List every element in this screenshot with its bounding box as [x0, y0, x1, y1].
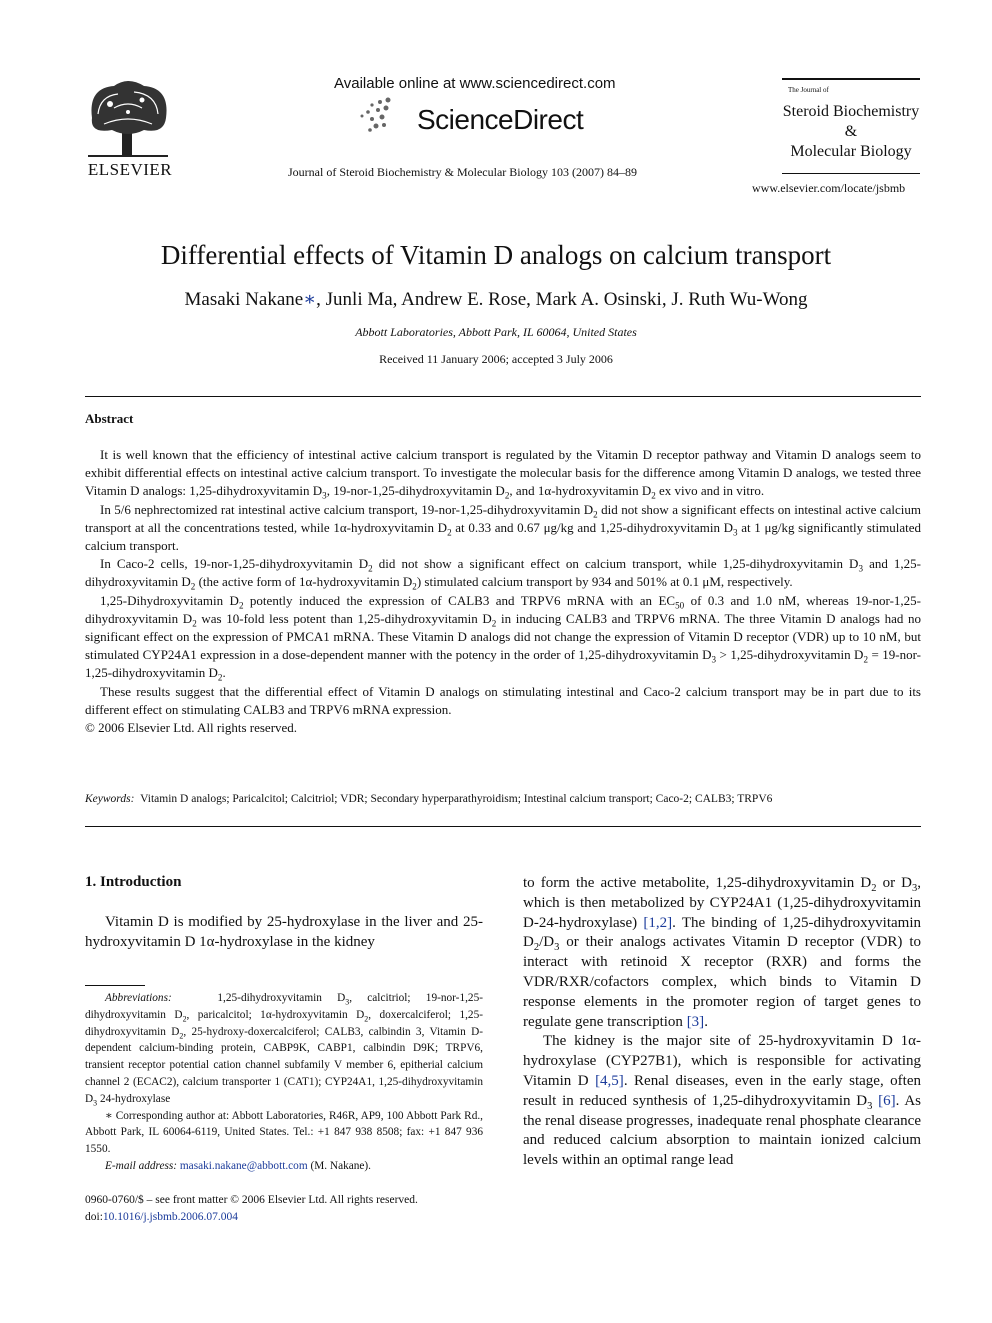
divider — [85, 396, 921, 397]
available-online-text: Available online at www.sciencedirect.com — [334, 75, 616, 92]
journal-url[interactable]: www.elsevier.com/locate/jsbmb — [752, 181, 906, 195]
publisher-name: ELSEVIER — [87, 160, 173, 179]
abstract-heading: Abstract — [85, 411, 134, 426]
other-authors: , Junli Ma, Andrew E. Rose, Mark A. Osinski, J. Ruth Wu-Wong — [316, 289, 808, 310]
journal-logo-line-3: Molecular Biology — [790, 143, 912, 160]
author-list — [0, 288, 992, 311]
email-label: E-mail address: — [105, 1159, 178, 1172]
citation-link[interactable]: [1,2] — [643, 914, 673, 931]
footnote-rule — [85, 985, 145, 986]
abstract-paragraph: 1,25-Dihydroxyvitamin $D_2$ potently induced the expression of CALB3 and TRPV6 mRNA with an $EC_{50}$ of 0.3 and 1.0 nM, whereas 19-nor-1,25-dihydroxyvitamin $D_2$ was 10-fold less potent than 1,25-dihydroxyvitamin $D_2$ in inducing CALB3 and TRPV6 mRNA. The three Vitamin D analogs had no significant effect on the expression of PMCA1 mRNA. These Vitamin D analogs did not change the expression of Vitamin D receptor (VDR) up to 10 nM, but stimulated CYP24A1 expression in a dose-dependent manner with the potency in the order of 1,25-dihydroxyvitamin $D_3$ > 1,25-dihydroxyvitamin $D_2$ = 19-nor-1,25-dihydroxyvitamin $D_2$. — [85, 592, 922, 684]
abbreviations-footnote: Abbreviations: 1,25-dihydroxyvitamin $D_3$, calcitriol; 19-nor-1,25-dihydroxyvitamin $D_2$, paricalcitol; 1α-hydroxyvitamin $D_2$, doxercalciferol; 1,25-dihydroxyvitamin $D_2$, 25-hydroxy-doxercalciferol; CALB3, calbindin 3, Vitamin D-dependent calcium-binding protein, CABP9K, CABP1, calbindin D9K; TRPV6, transient receptor potential cation channel subfamily V member 6, epitherial calcium channel 2 (ECAC2), calcium transporter 1 (CAT1); CYP24A1, 1,25-dihydroxyvitamin $D_3$ 24-hydroxylase — [85, 992, 484, 1108]
article-title: Differential effects of Vitamin D analogs on calcium transport — [160, 240, 832, 270]
body-paragraph: Vitamin D is modified by 25-hydroxylase in the liver and 25-hydroxyvitamin D 1α-hydroxylase in the kidney — [85, 914, 483, 950]
affiliation: Abbott Laboratories, Abbott Park, IL 60064, United States — [355, 325, 637, 339]
journal-logo-line-1: Steroid Biochemistry — [782, 103, 920, 120]
journal-logo-line-2: & — [844, 123, 858, 140]
journal-logo-kicker: The Journal of — [788, 86, 829, 94]
journal-logo-top-rule — [782, 78, 920, 80]
abstract-paragraph: In 5/6 nephrectomized rat intestinal active calcium transport, 19-nor-1,25-dihydroxyvitamin $D_2$ did not show a significant effects on intestinal active calcium transport at all the concentrations tested, while 1α-hydroxyvitamin $D_2$ at 0.33 and 0.67 μg/kg and 1,25-dihydroxyvitamin $D_3$ at 1 μg/kg significantly stimulated calcium transport. — [85, 501, 921, 554]
email-footnote — [85, 1158, 483, 1175]
abstract-body — [85, 446, 921, 737]
copyright-line: © 2006 Elsevier Ltd. All rights reserved. — [85, 720, 298, 736]
abstract-paragraph: These results suggest that the differential effect of Vitamin D analogs on stimulating intestinal and Caco-2 calcium transport may be in part due to its different effect on stimulating CALB3 and TRPV6 mRNA expression. — [85, 683, 921, 717]
body-paragraph: to form the active metabolite, 1,25-dihydroxyvitamin $D_2$ or $D_3$, which is then metabolized by CYP24A1 (1,25-dihydroxyvitamin D-24-hydroxylase) [1,2]. The binding of 1,25-dihydroxyvitamin $D_2/D_3$ or their analogs activates Vitamin D receptor (VDR) to interact with retinoid X receptor (RXR) and forms the VDR/RXR/cofactors complex, which binds to Vitamin D response elements in the promoter region of target genes to regulate gene transcription [3]. — [523, 875, 922, 1030]
section-heading: 1. Introduction — [85, 874, 182, 890]
corresponding-author-link[interactable]: ∗ — [303, 289, 317, 310]
abstract-paragraph: In Caco-2 cells, 19-nor-1,25-dihydroxyvitamin $D_2$ did not show a significant effect on calcium transport, while 1,25-dihydroxyvitamin $D_3$ and 1,25-dihydroxyvitamin $D_2$ (the active form of 1α-hydroxyvitamin $D_2$) stimulated calcium transport by 934 and 501% at 0.1 μM, respectively. — [85, 556, 921, 593]
keywords — [85, 793, 921, 805]
doi-line — [85, 1209, 418, 1226]
sciencedirect-wordmark: ScienceDirect — [417, 104, 584, 135]
sciencedirect-dots-icon — [358, 96, 398, 136]
citation-link[interactable]: [6] — [878, 1092, 896, 1109]
footnotes — [85, 990, 483, 1175]
keywords-label: Keywords: — [85, 793, 135, 805]
citation-link[interactable]: [4,5] — [595, 1072, 624, 1089]
right-column — [523, 874, 921, 1171]
doi-label: doi: — [85, 1211, 103, 1223]
body-paragraph: The kidney is the major site of 25-hydroxyvitamin D 1α-hydroxylase (CYP27B1), which is responsible for activating Vitamin D [4,5]. Renal diseases, even in the early stage, often result in reduced synthesis of 1,25-dihydroxyvitamin $D_3$ [6]. As the renal disease progresses, inadequate renal phosphate clearance and reduced calcium absorption to maintain ionized calcium levels within an optimal range lead — [523, 1033, 921, 1169]
front-matter-info — [85, 1192, 418, 1226]
abstract-paragraph: It is well known that the efficiency of intestinal active calcium transport is regulated by the Vitamin D receptor pathway and Vitamin D analogs seem to exhibit differential effects on intestinal active calcium transport. To investigate the molecular basis for the difference among Vitamin D analogs, we tested three Vitamin D analogs: 1,25-dihydroxyvitamin $D_3$, 19-nor-1,25-dihydroxyvitamin $D_2$, and 1α-hydroxyvitamin $D_2$ ex vivo and in vitro. — [85, 447, 921, 501]
elsevier-tree-logo — [84, 78, 172, 158]
corresponding-footnote: ∗ Corresponding author at: Abbott Laboratories, R46R, AP9, 100 Abbott Park Rd., Abbott Park, IL 60064-6119, United States. Tel.: +1 847 938 8508; fax: +1 847 936 1550. — [85, 1109, 483, 1156]
citation-link[interactable]: [3] — [686, 1013, 705, 1030]
issn-line: 0960-0760/$ – see front matter © 2006 Elsevier Ltd. All rights reserved. — [85, 1194, 418, 1206]
divider — [85, 826, 921, 827]
email-link[interactable]: masaki.nakane@abbott.com — [179, 1159, 308, 1172]
left-column — [85, 913, 483, 953]
abbreviations-label: Abbreviations: — [105, 992, 172, 1004]
email-owner: (M. Nakane). — [310, 1159, 371, 1172]
journal-citation: Journal of Steroid Biochemistry & Molecular Biology 103 (2007) 84–89 — [288, 165, 637, 179]
journal-logo-bottom-rule — [782, 173, 920, 174]
received-dates: Received 11 January 2006; accepted 3 July 2006 — [379, 352, 613, 366]
keywords-text: Vitamin D analogs; Paricalcitol; Calcitriol; VDR; Secondary hyperparathyroidism; Intestinal calcium transport; Caco-2; CALB3; TRPV6 — [140, 793, 773, 805]
doi-link[interactable]: 10.1016/j.jsbmb.2006.07.004 — [102, 1211, 239, 1223]
journal-logo-title — [780, 102, 922, 162]
author-name: Masaki Nakane — [184, 289, 304, 310]
